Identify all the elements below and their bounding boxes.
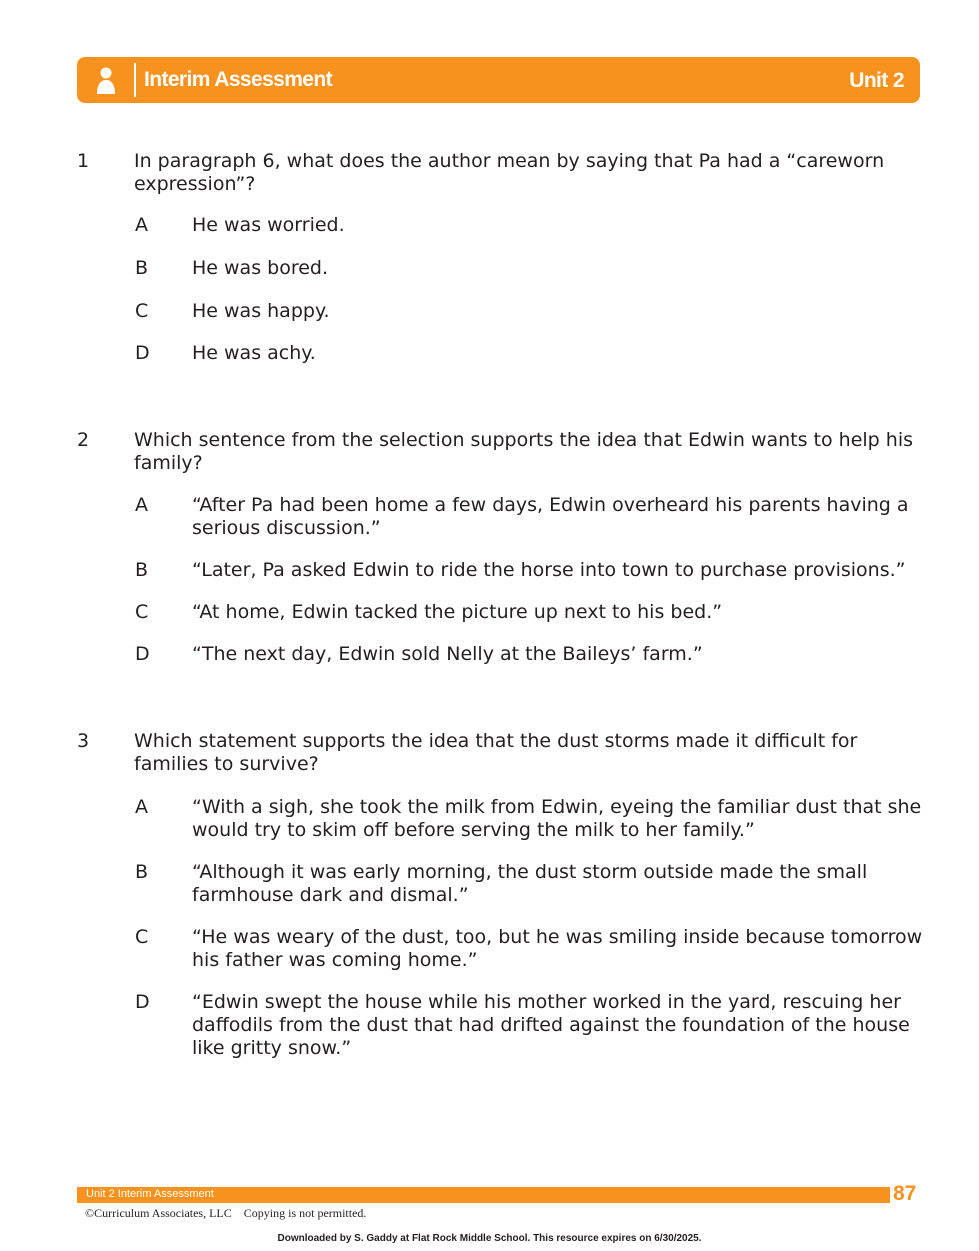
question-text: Which sentence from the selection supports the idea that Edwin wants to help his family? — [134, 429, 913, 474]
option-text: He was worried. — [192, 214, 345, 236]
option-text: “After Pa had been home a few days, Edwin overheard his parents having a serious discussion.” — [192, 494, 909, 539]
question-text: Which statement supports the idea that the dust storms made it difficult for families to survive? — [134, 730, 858, 775]
header-bar — [77, 57, 920, 103]
option-text: He was happy. — [192, 300, 330, 322]
option-letter: D — [135, 643, 150, 665]
option-text: “With a sigh, she took the milk from Edwin, eyeing the familiar dust that she would try to skim off before serving the milk to her family.” — [192, 796, 922, 841]
footer-bar — [77, 1187, 890, 1203]
option-text: He was bored. — [192, 257, 329, 279]
question-text: In paragraph 6, what does the author mean by saying that Pa had a “careworn expression”? — [134, 150, 885, 195]
question-number: 2 — [77, 429, 90, 451]
option-text: “At home, Edwin tacked the picture up next to his bed.” — [192, 601, 723, 623]
option-text: “Edwin swept the house while his mother worked in the yard, rescuing her daffodils from the dust that had drifted against the foundation of the house like gritty snow.” — [192, 991, 910, 1059]
header-divider — [134, 63, 136, 97]
option-text: “Although it was early morning, the dust storm outside made the small farmhouse dark and dismal.” — [192, 861, 868, 906]
copying-notice: Copying is not permitted. — [243, 1206, 367, 1220]
option-letter: D — [135, 342, 150, 364]
copyright-text: ©Curriculum Associates, LLC — [85, 1206, 232, 1220]
page-number: 87 — [893, 1182, 917, 1205]
option-text: He was achy. — [192, 342, 316, 364]
option-letter: B — [135, 559, 149, 581]
option-letter: C — [135, 300, 149, 322]
option-letter: A — [135, 494, 148, 516]
option-text: “The next day, Edwin sold Nelly at the Baileys’ farm.” — [192, 643, 703, 665]
person-icon — [77, 57, 135, 103]
copyright-line — [85, 1206, 366, 1221]
option-letter: B — [135, 257, 149, 279]
option-letter: A — [135, 214, 148, 236]
header-title: Interim Assessment — [144, 68, 333, 91]
option-letter: C — [135, 601, 149, 623]
download-note: Downloaded by S. Gaddy at Flat Rock Middle School. This resource expires on 6/30/2025. — [277, 1233, 702, 1244]
question-number: 3 — [77, 730, 90, 752]
option-text: “Later, Pa asked Edwin to ride the horse into town to purchase provisions.” — [192, 559, 906, 581]
footer-label: Unit 2 Interim Assessment — [86, 1188, 214, 1200]
option-text: “He was weary of the dust, too, but he was smiling inside because tomorrow his father was coming home.” — [192, 926, 923, 971]
option-letter: B — [135, 861, 149, 883]
option-letter: A — [135, 796, 148, 818]
option-letter: D — [135, 991, 150, 1013]
question-number: 1 — [77, 150, 90, 172]
option-letter: C — [135, 926, 149, 948]
header-unit: Unit 2 — [849, 69, 904, 92]
